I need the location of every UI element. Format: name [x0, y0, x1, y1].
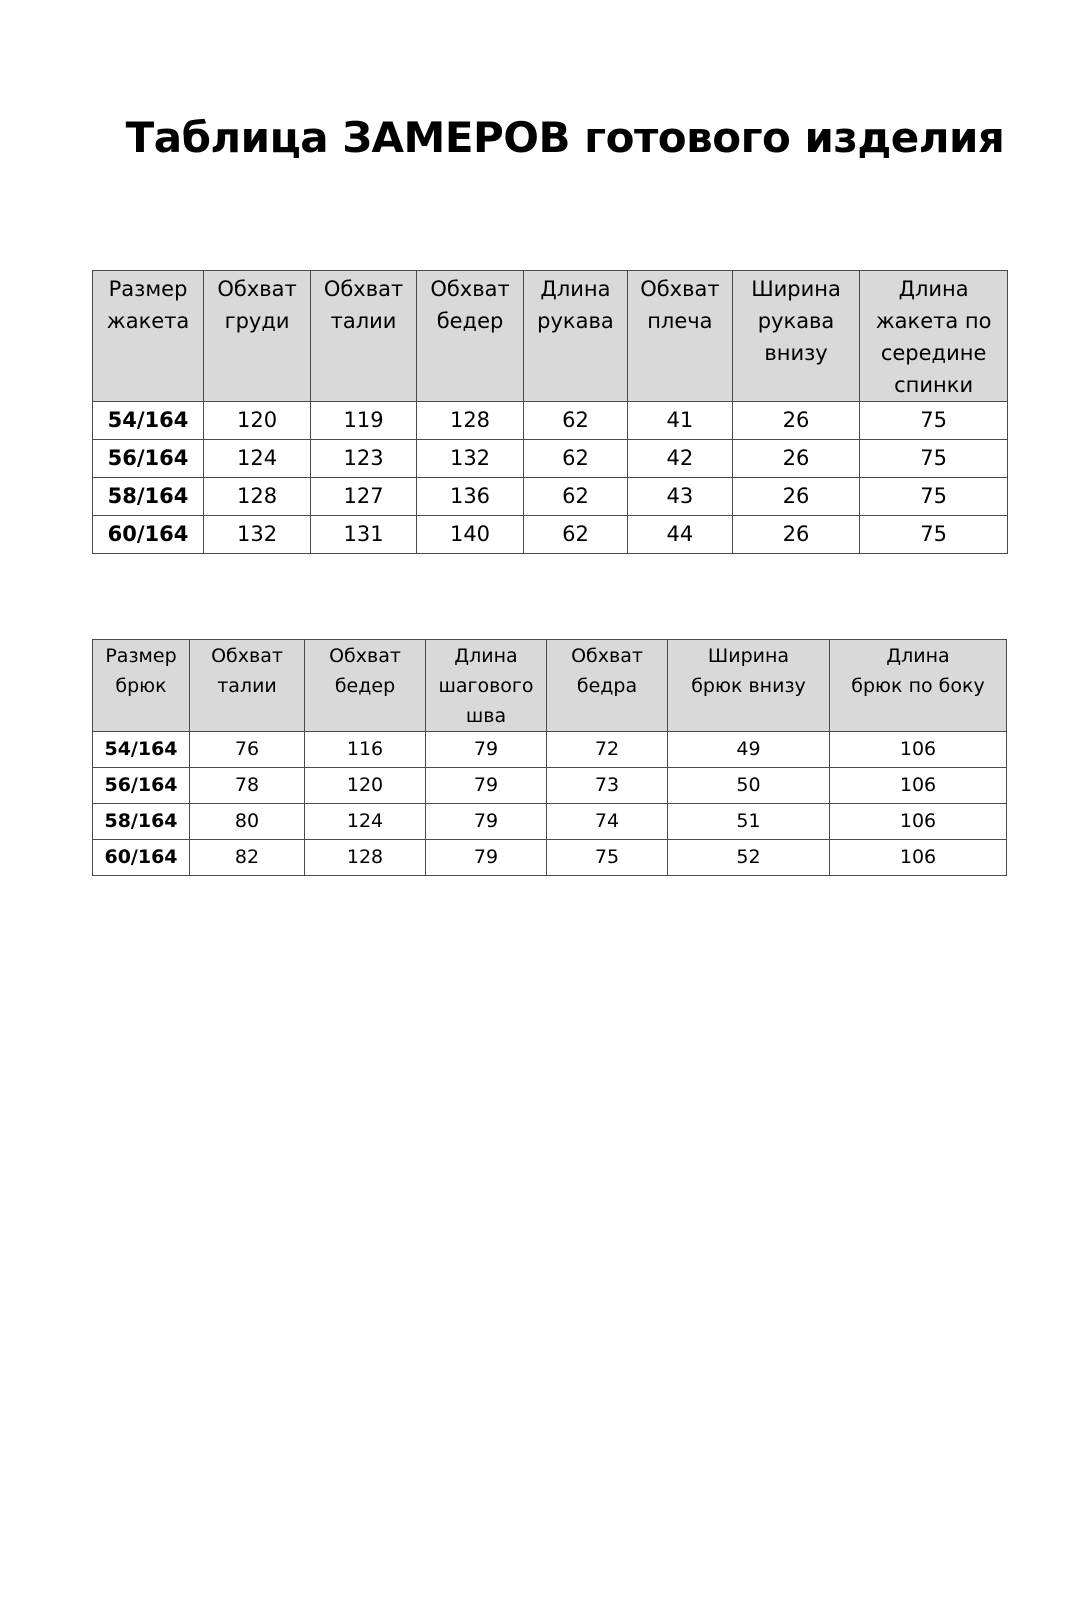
table-row: [93, 440, 1008, 478]
table-cell: 26: [732, 402, 859, 440]
table-cell: 131: [311, 516, 417, 554]
table-cell: 42: [627, 440, 732, 478]
table-cell: 132: [417, 440, 524, 478]
header-cell-sleeve-length: Длина рукава: [524, 271, 628, 402]
table-row: [93, 840, 1007, 876]
table-row: [93, 402, 1008, 440]
table-cell: 106: [830, 840, 1007, 876]
table-row: [93, 732, 1007, 768]
table-cell: 119: [311, 402, 417, 440]
table-cell: 44: [627, 516, 732, 554]
page-title: Таблица ЗАМЕРОВ готового изделия: [125, 113, 1005, 162]
table-cell: 116: [305, 732, 426, 768]
table-cell: 49: [668, 732, 830, 768]
table-cell: 80: [190, 804, 305, 840]
table-cell: 73: [547, 768, 668, 804]
table-cell: 120: [204, 402, 311, 440]
header-cell-waist: Обхват талии: [190, 640, 305, 732]
table-cell: 78: [190, 768, 305, 804]
table-cell: 62: [524, 516, 628, 554]
header-cell-leg-opening: Ширина брюк внизу: [668, 640, 830, 732]
table-cell: 26: [732, 516, 859, 554]
header-cell-pants-size: Размер брюк: [93, 640, 190, 732]
table-cell: 127: [311, 478, 417, 516]
header-cell-hips: Обхват бедер: [305, 640, 426, 732]
header-cell-waist: Обхват талии: [311, 271, 417, 402]
table-cell: 106: [830, 732, 1007, 768]
table-cell: 76: [190, 732, 305, 768]
table-cell: 140: [417, 516, 524, 554]
size-cell: 60/164: [93, 840, 190, 876]
size-cell: 54/164: [93, 732, 190, 768]
table-cell: 132: [204, 516, 311, 554]
table-cell: 43: [627, 478, 732, 516]
header-cell-sleeve-width: Ширина рукава внизу: [732, 271, 859, 402]
table-cell: 106: [830, 804, 1007, 840]
table-row: [93, 516, 1008, 554]
table-cell: 52: [668, 840, 830, 876]
table-cell: 79: [426, 804, 547, 840]
size-cell: 56/164: [93, 768, 190, 804]
table-cell: 124: [305, 804, 426, 840]
table-row: [93, 478, 1008, 516]
header-cell-shoulder: Обхват плеча: [627, 271, 732, 402]
header-cell-hips: Обхват бедер: [417, 271, 524, 402]
table-cell: 75: [860, 440, 1008, 478]
table-cell: 82: [190, 840, 305, 876]
size-cell: 58/164: [93, 804, 190, 840]
header-cell-thigh: Обхват бедра: [547, 640, 668, 732]
header-cell-jacket-size: Размер жакета: [93, 271, 204, 402]
table-cell: 128: [305, 840, 426, 876]
table-cell: 41: [627, 402, 732, 440]
table-cell: 106: [830, 768, 1007, 804]
table-row: [93, 768, 1007, 804]
table-cell: 75: [860, 516, 1008, 554]
table-cell: 128: [204, 478, 311, 516]
table-cell: 62: [524, 478, 628, 516]
pants-measurements-table: [92, 639, 1007, 876]
table-header-row: [93, 271, 1008, 402]
header-cell-inseam-length: Длина шагового шва: [426, 640, 547, 732]
table-cell: 62: [524, 440, 628, 478]
table-cell: 79: [426, 840, 547, 876]
table-cell: 128: [417, 402, 524, 440]
table-cell: 120: [305, 768, 426, 804]
table-cell: 75: [547, 840, 668, 876]
table-cell: 79: [426, 768, 547, 804]
table-cell: 62: [524, 402, 628, 440]
jacket-measurements-table: [92, 270, 1008, 554]
table-cell: 123: [311, 440, 417, 478]
table-cell: 51: [668, 804, 830, 840]
table-cell: 26: [732, 478, 859, 516]
table-cell: 79: [426, 732, 547, 768]
size-cell: 56/164: [93, 440, 204, 478]
size-cell: 54/164: [93, 402, 204, 440]
table-cell: 136: [417, 478, 524, 516]
header-cell-side-length: Длина брюк по боку: [830, 640, 1007, 732]
table-cell: 75: [860, 402, 1008, 440]
table-row: [93, 804, 1007, 840]
table-cell: 75: [860, 478, 1008, 516]
table-header-row: [93, 640, 1007, 732]
header-cell-chest: Обхват груди: [204, 271, 311, 402]
header-cell-jacket-length: Длина жакета по середине спинки: [860, 271, 1008, 402]
table-cell: 74: [547, 804, 668, 840]
size-cell: 60/164: [93, 516, 204, 554]
table-cell: 124: [204, 440, 311, 478]
table-cell: 26: [732, 440, 859, 478]
size-cell: 58/164: [93, 478, 204, 516]
table-cell: 72: [547, 732, 668, 768]
table-cell: 50: [668, 768, 830, 804]
